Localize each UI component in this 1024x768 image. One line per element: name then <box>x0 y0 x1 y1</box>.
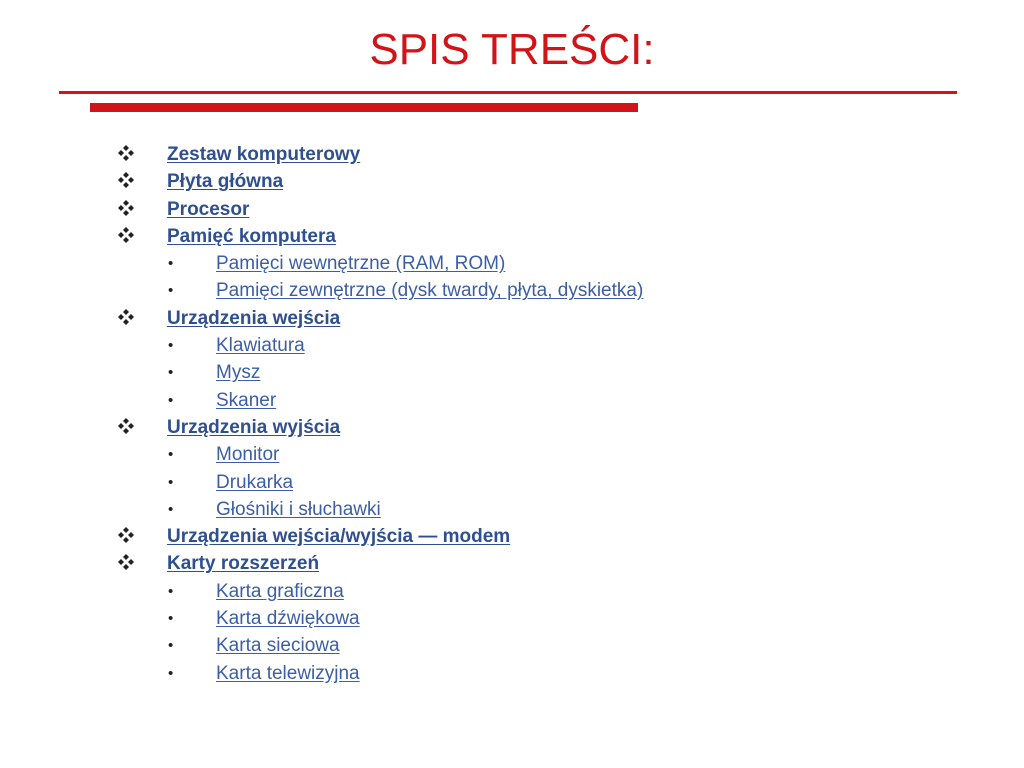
diamond-quad-icon <box>118 145 134 161</box>
toc-sublink[interactable]: Karta graficzna <box>216 580 344 602</box>
toc-sublink[interactable]: Mysz <box>216 362 261 384</box>
toc-subitem <box>0 605 1024 632</box>
toc-subitem <box>0 277 1024 304</box>
toc-sublink[interactable]: Klawiatura <box>216 335 305 357</box>
bullet-icon: • <box>168 364 174 382</box>
toc-link[interactable]: Urządzenia wyjścia <box>167 416 341 438</box>
toc-subitem <box>0 387 1024 414</box>
toc-item <box>0 168 1024 195</box>
toc-item <box>0 523 1024 550</box>
toc-subitem <box>0 332 1024 359</box>
toc-link[interactable]: Płyta główna <box>167 171 284 193</box>
toc-item <box>0 414 1024 441</box>
toc-sublink[interactable]: Karta dźwiękowa <box>216 608 360 630</box>
toc-subitem <box>0 469 1024 496</box>
toc-sublink[interactable]: Skaner <box>216 389 277 411</box>
toc-link[interactable]: Zestaw komputerowy <box>167 144 361 165</box>
toc-subitem <box>0 359 1024 386</box>
bullet-icon: • <box>168 391 174 409</box>
toc-link[interactable]: Urządzenia wejścia <box>167 307 341 329</box>
table-of-contents <box>0 141 1024 687</box>
diamond-quad-icon <box>118 227 134 243</box>
toc-sublink[interactable]: Karta sieciowa <box>216 635 340 657</box>
bullet-icon: • <box>168 255 174 273</box>
toc-subitem <box>0 250 1024 277</box>
bullet-icon: • <box>168 282 174 300</box>
bullet-icon: • <box>168 664 174 682</box>
toc-link[interactable]: Karty rozszerzeń <box>167 553 320 575</box>
diamond-quad-icon <box>118 200 134 216</box>
page-title: SPIS TREŚCI: <box>369 25 655 74</box>
diamond-quad-icon <box>118 172 134 188</box>
toc-item <box>0 305 1024 332</box>
bullet-icon: • <box>168 337 174 355</box>
toc-sublink[interactable]: Pamięci wewnętrzne (RAM, ROM) <box>216 253 506 275</box>
bullet-icon: • <box>168 582 174 600</box>
toc-sublink[interactable]: Karta telewizyjna <box>216 662 360 684</box>
toc-item <box>0 223 1024 250</box>
toc-subitem <box>0 632 1024 659</box>
bullet-icon: • <box>168 637 174 655</box>
toc-sublink[interactable]: Pamięci zewnętrzne (dysk twardy, płyta, dyskietka) <box>216 280 644 302</box>
toc-subitem <box>0 578 1024 605</box>
toc-sublink[interactable]: Drukarka <box>216 471 294 493</box>
toc-sublink[interactable]: Głośniki i słuchawki <box>216 498 381 520</box>
bullet-icon: • <box>168 446 174 464</box>
toc-link[interactable]: Urządzenia wejścia/wyjścia — modem <box>167 526 511 548</box>
bullet-icon: • <box>168 500 174 518</box>
diamond-quad-icon <box>118 527 134 543</box>
toc-link[interactable]: Pamięć komputera <box>167 225 336 247</box>
diamond-quad-icon <box>118 309 134 325</box>
toc-item <box>0 141 1024 168</box>
title-underline-thin <box>59 91 957 94</box>
toc-sublink[interactable]: Monitor <box>216 444 280 466</box>
toc-subitem <box>0 441 1024 468</box>
title-underline-thick <box>90 103 638 112</box>
diamond-quad-icon <box>118 554 134 570</box>
toc-subitem <box>0 660 1024 687</box>
bullet-icon: • <box>168 610 174 628</box>
diamond-quad-icon <box>118 418 134 434</box>
bullet-icon: • <box>168 473 174 491</box>
toc-item <box>0 196 1024 223</box>
toc-link[interactable]: Procesor <box>167 198 250 220</box>
toc-subitem <box>0 496 1024 523</box>
toc-item <box>0 550 1024 577</box>
